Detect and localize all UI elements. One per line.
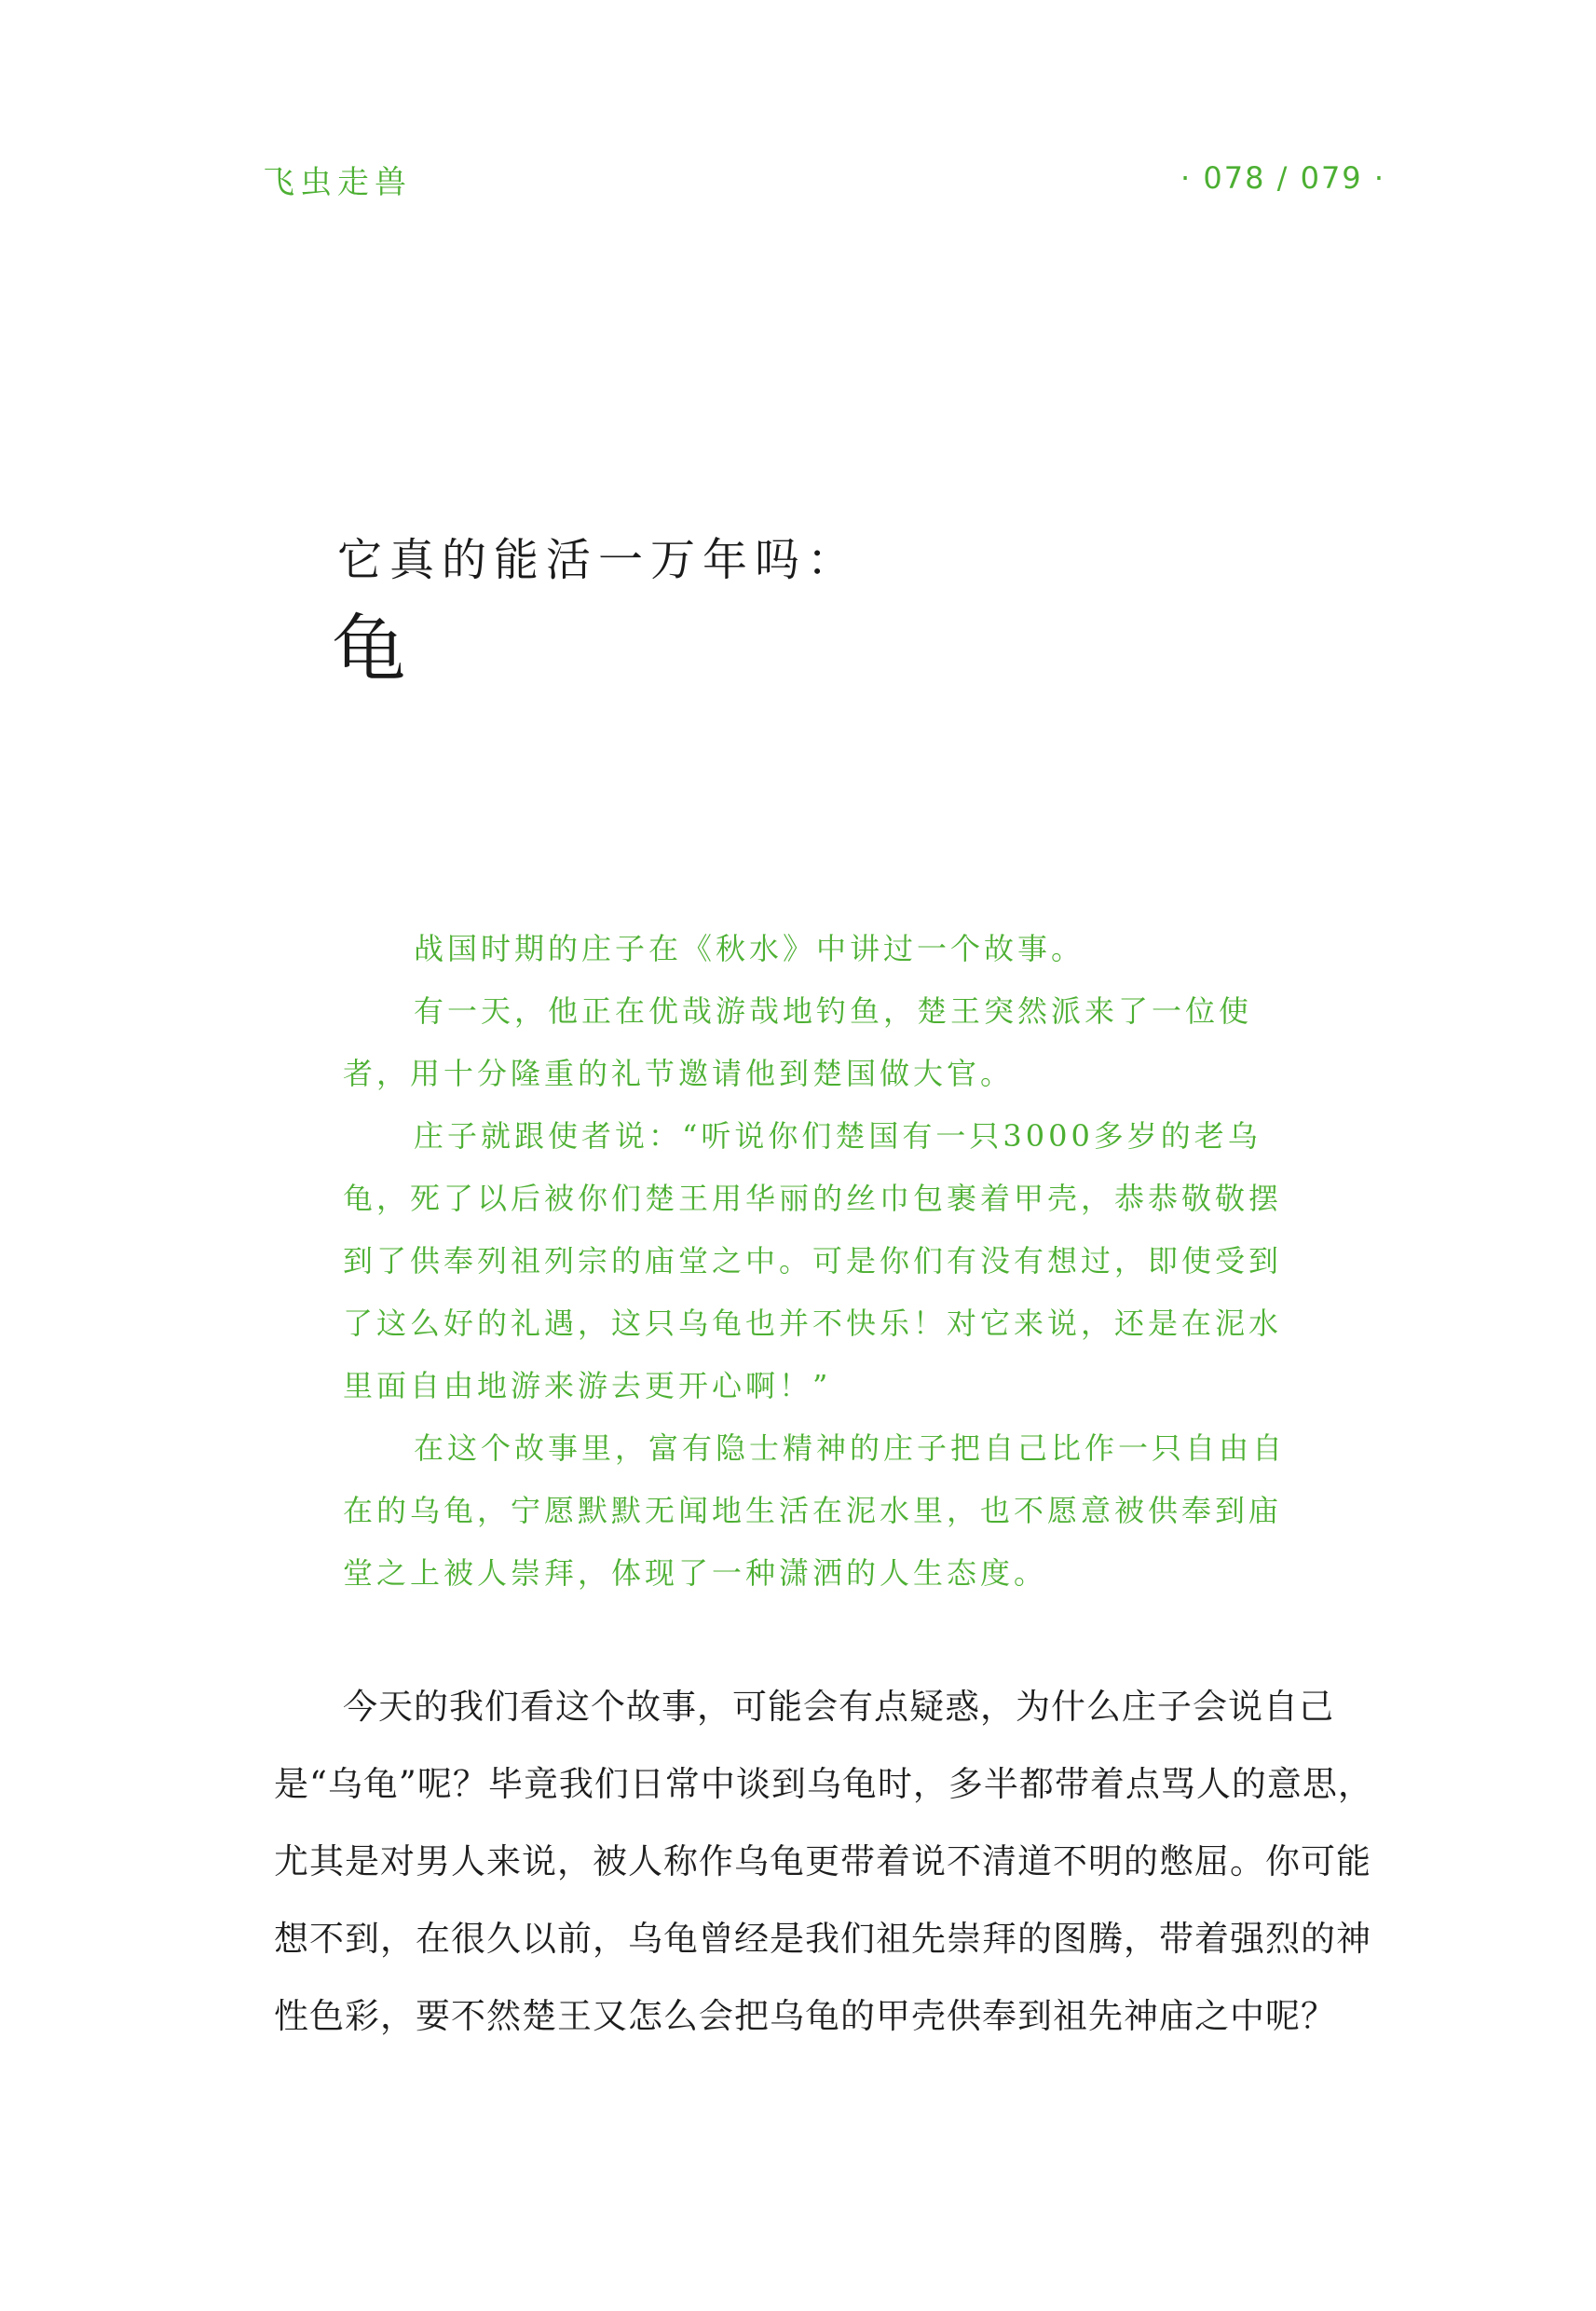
quote-paragraph: 有一天，他正在优哉游哉地钓鱼，楚王突然派来了一位使者，用十分隆重的礼节邀请他到楚国做大官。 [343,993,1253,1091]
quote-paragraph: 庄子就跟使者说：“听说你们楚国有一只3000多岁的老乌龟，死了以后被你们楚王用华丽的丝巾包裹着甲壳，恭恭敬敬摆到了供奉列祖列宗的庙堂之中。可是你们有没有想过，即使受到了这么好的礼遇，这只乌龟也并不快乐！对它来说，还是在泥水里面自由地游来游去更开心啊！” [343,1118,1283,1403]
quote-paragraph: 战国时期的庄子在《秋水》中讲过一个故事。 [414,931,1085,966]
running-title: 飞虫走兽 [263,164,412,201]
quote-paragraph: 在这个故事里，富有隐士精神的庄子把自己比作一只自由自在的乌龟，宁愿默默无闻地生活在泥水里，也不愿意被供奉到庙堂之上被人崇拜，体现了一种潇洒的人生态度。 [343,1430,1287,1591]
body-paragraph: 今天的我们看这个故事，可能会有点疑惑，为什么庄子会说自己是“乌龟”呢？毕竟我们日常中谈到乌龟时，多半都带着点骂人的意思，尤其是对男人来说，被人称作乌龟更带着说不清道不明的憋屈。你可能想不到，在很久以前，乌龟曾经是我们祖先崇拜的图腾，带着强烈的神性色彩，要不然楚王又怎么会把乌龟的甲壳供奉到祖先神庙之中呢？ [274,1687,1373,2036]
chapter-title: 龟 [332,606,406,692]
page-numbers: · 078 / 079 · [1180,160,1385,196]
quote-block [343,918,1312,1605]
body-text [274,1668,1378,2055]
chapter-subtitle: 它真的能活一万年吗： [337,534,860,586]
